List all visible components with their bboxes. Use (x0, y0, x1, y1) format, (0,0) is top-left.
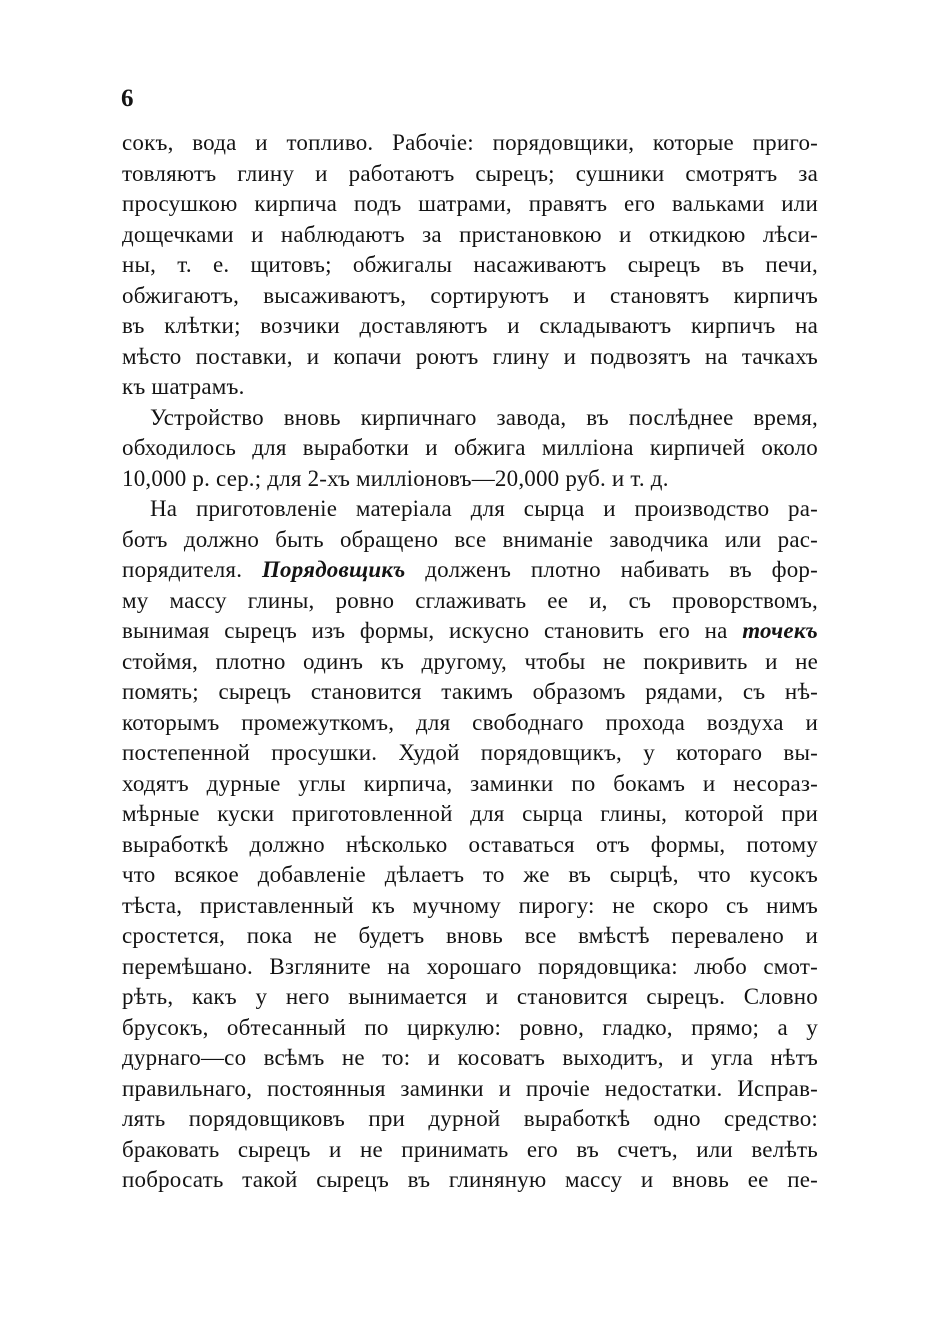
paragraph-last-line: къ шатрамъ. (122, 374, 245, 399)
body-text (122, 128, 818, 1196)
text-line: му массу глины, ровно сглаживать ее и, съ проворствомъ, (122, 587, 818, 613)
text-line (122, 555, 818, 586)
text-line: обходилось для выработки и обжига милліона кирпичей около (122, 435, 818, 460)
italic-term: Порядовщикъ (261, 557, 406, 582)
text-line: ны, т. е. щитовъ; обжигалы насаживаютъ сырецъ въ печи, (122, 252, 818, 277)
text-line: выработкѣ должно нѣсколько оставаться отъ формы, потому (122, 831, 818, 857)
text-line: ботъ должно быть обращено все вниманіе заводчика или рас- (122, 526, 818, 552)
text-line: въ клѣтки; возчики доставляютъ и складываютъ кирпичъ на (122, 313, 818, 338)
text-line: сростется, пока не будетъ вновь все вмѣстѣ перевалено и (122, 923, 818, 948)
text-line: стоймя, плотно одинъ къ другому, чтобы не покривить и не (122, 648, 818, 674)
text-line: лять порядовщиковъ при дурной выработкѣ одно средство: (122, 1106, 818, 1131)
text-line: ходятъ дурные углы кирпича, заминки по бокамъ и несораз- (122, 770, 818, 796)
text-line (122, 616, 818, 647)
text-line: дощечками и наблюдаютъ за пристановкою и откидкою лѣси- (122, 221, 818, 247)
text-line: правильнаго, постоянныя заминки и прочіе недостатки. Исправ- (122, 1075, 818, 1101)
text-line: мѣрные куски приготовленной для сырца глины, которой при (122, 801, 818, 826)
text-line: мѣсто поставки, и копачи роютъ глину и подвозятъ на тачкахъ (122, 343, 818, 369)
text-segment: долженъ плотно набивать въ фор- (405, 557, 818, 582)
text-segment: вынимая сырецъ изъ формы, искусно становить его на (122, 618, 743, 643)
text-line: тѣста, приставленный къ мучному пирогу: не скоро съ нимъ (122, 892, 818, 918)
text-line: браковать сырецъ и не принимать его въ счетъ, или велѣть (122, 1136, 818, 1162)
text-line: обжигаютъ, высаживаютъ, сортируютъ и становятъ кирпичъ (122, 282, 818, 308)
text-segment: порядителя. (122, 557, 262, 582)
paragraph-first-line: На приготовленіе матеріала для сырца и производство ра- (150, 496, 818, 521)
text-line: дурнаго—со всѣмъ не то: и косоватъ выходитъ, и угла нѣтъ (122, 1045, 818, 1070)
text-line: которымъ промежуткомъ, для свободнаго прохода воздуха и (122, 709, 818, 735)
text-line: перемѣшано. Взгляните на хорошаго порядовщика: любо смот- (122, 953, 818, 979)
text-line: сокъ, вода и топливо. Рабочіе: порядовщики, которые приго- (122, 130, 818, 155)
text-line: брусокъ, обтесанный по циркулю: ровно, гладко, прямо; а у (122, 1014, 818, 1040)
text-line: что всякое добавленіе дѣлаетъ то же въ сырцѣ, что кусокъ (122, 862, 818, 887)
text-line: просушкою кирпича подъ шатрами, правятъ его вальками или (122, 191, 818, 216)
italic-term: точекъ (742, 618, 818, 643)
text-line: товляютъ глину и работаютъ сырецъ; сушники смотрятъ за (122, 160, 818, 186)
text-line: помять; сырецъ становится такимъ образомъ рядами, съ нѣ- (122, 679, 818, 704)
text-line: рѣть, какъ у него вынимается и становится сырецъ. Словно (122, 984, 818, 1009)
paragraph-last-line: 10,000 р. сер.; для 2-хъ милліоновъ—20,000 руб. и т. д. (122, 465, 669, 491)
paragraph-first-line: Устройство вновь кирпичнаго завода, въ послѣднее время, (150, 404, 818, 430)
text-line: побросать такой сырецъ въ глиняную массу и вновь ее пе- (122, 1167, 818, 1192)
page-number: 6 (121, 85, 134, 112)
text-line: постепенной просушки. Худой порядовщикъ, у котораго вы- (122, 740, 818, 765)
